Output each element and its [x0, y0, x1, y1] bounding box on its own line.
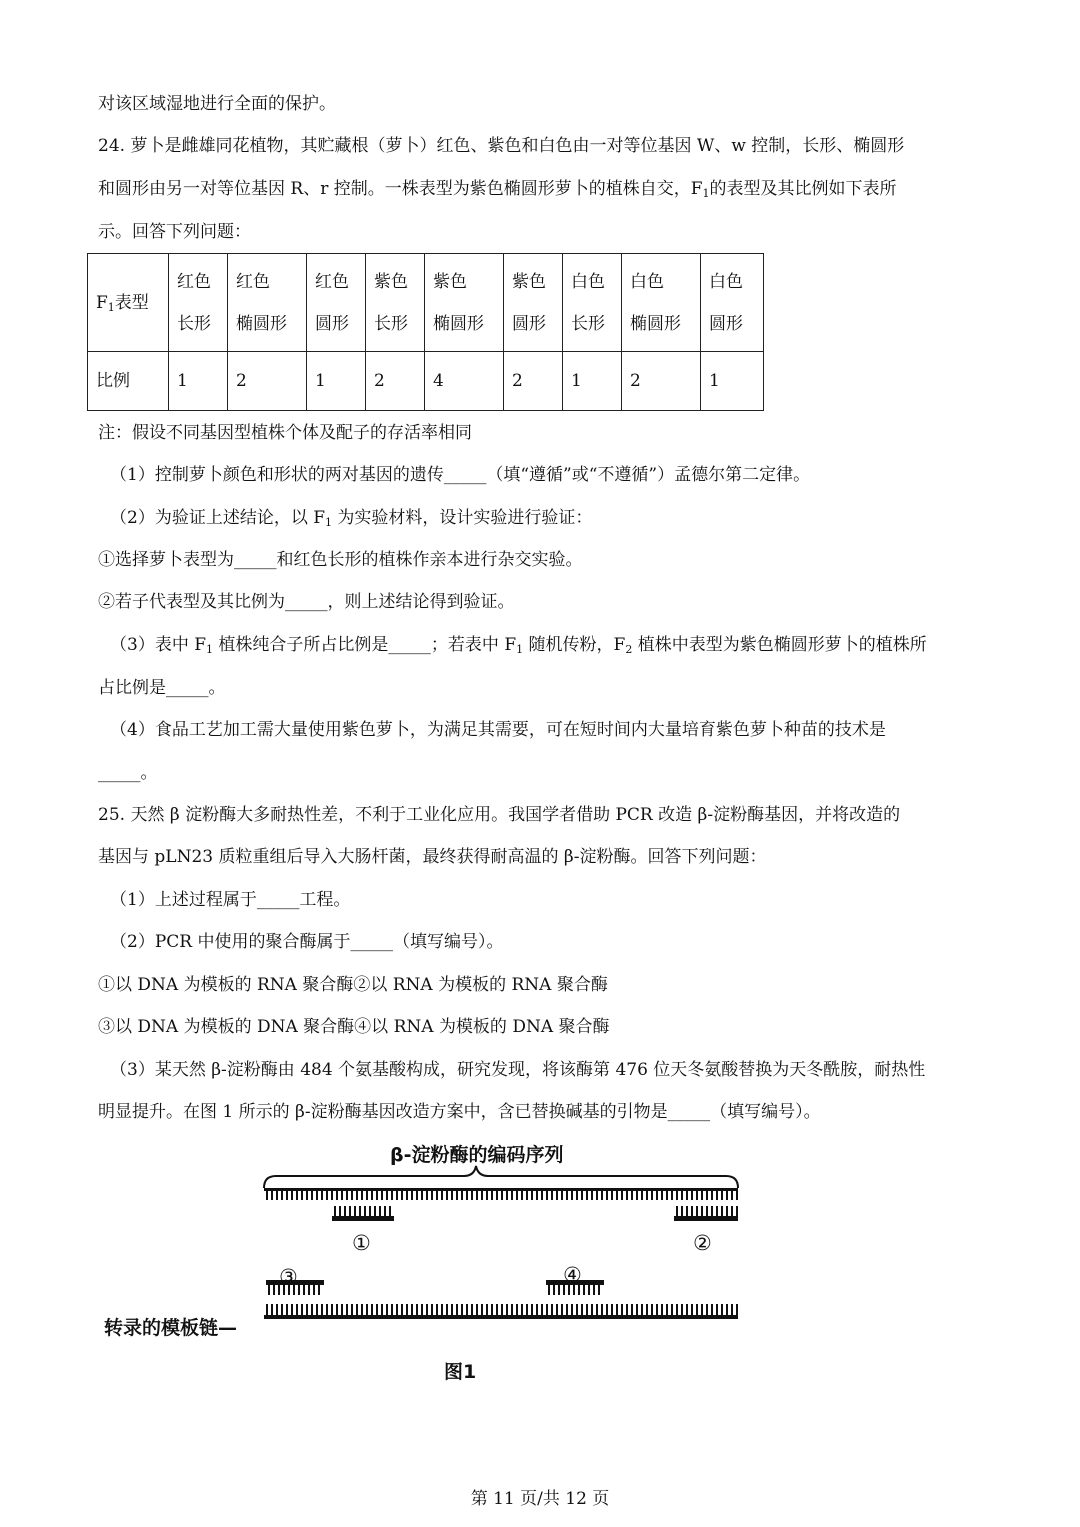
table-header-cell: [169, 254, 228, 352]
table-header-cell: [228, 254, 307, 352]
phenotype-shape: 长形: [177, 313, 211, 334]
phenotype-shape: 长形: [571, 313, 605, 334]
q24-part-3-cont: 占比例是_____。: [98, 678, 226, 698]
q24-stem-line-3: 示。回答下列问题：: [98, 222, 251, 242]
phenotype-color: 红色: [315, 271, 349, 292]
phenotype-color: 白色: [571, 271, 605, 292]
q25-options-1-2: ①以 DNA 为模板的 RNA 聚合酶②以 RNA 为模板的 RNA 聚合酶: [98, 975, 608, 995]
table-header-cell: [504, 254, 563, 352]
phenotype-shape: 圆形: [315, 313, 349, 334]
coding-strand: [264, 1188, 738, 1200]
figure-title: β-淀粉酶的编码序列: [390, 1144, 564, 1166]
q24-part-4-cont: _____。: [98, 763, 158, 783]
phenotype-shape: 圆形: [512, 313, 546, 334]
phenotype-shape: 长形: [374, 313, 408, 334]
table-header-cell: [622, 254, 701, 352]
phenotype-shape: 圆形: [709, 313, 743, 334]
ratio-value: 1: [563, 352, 622, 411]
q24-part-2-i: ①选择萝卜表型为_____和红色长形的植株作亲本进行杂交实验。: [98, 550, 583, 570]
figure-caption: 图1: [444, 1361, 477, 1383]
primer-2-shape: [674, 1206, 738, 1221]
phenotype-color: 红色: [236, 271, 270, 292]
primer-label-3: ③: [279, 1265, 298, 1289]
table-ratio-row: [88, 352, 764, 411]
ratio-value: 1: [169, 352, 228, 411]
ratio-value: 4: [425, 352, 504, 411]
coding-sequence-brace: [264, 1166, 738, 1188]
ratio-value: 2: [622, 352, 701, 411]
primer-1-shape: [332, 1206, 394, 1221]
ratio-value: 2: [504, 352, 563, 411]
ratio-value: 1: [307, 352, 366, 411]
page-footer: 第 11 页/共 12 页: [470, 1489, 610, 1509]
template-strand: [264, 1304, 738, 1319]
phenotype-color: 紫色: [374, 271, 408, 292]
ratio-value: 2: [366, 352, 425, 411]
phenotype-shape: 椭圆形: [433, 313, 484, 334]
primer-label-4: ④: [563, 1263, 582, 1287]
intro-tail: 对该区域湿地进行全面的保护。: [98, 94, 336, 114]
q24-part-2-ii: ②若子代表型及其比例为_____，则上述结论得到验证。: [98, 592, 515, 612]
primer-label-1: ①: [352, 1231, 371, 1255]
table-header-cell: [425, 254, 504, 352]
q25-part-3-cont: 明显提升。在图 1 所示的 β-淀粉酶基因改造方案中，含已替换碱基的引物是_____（填写编号）。: [98, 1102, 821, 1122]
f1-phenotype-table: [87, 253, 764, 411]
ratio-value: 1: [701, 352, 764, 411]
phenotype-color: 紫色: [512, 271, 546, 292]
q25-stem-line-2: 基因与 pLN23 质粒重组后导入大肠杆菌，最终获得耐高温的 β-淀粉酶。回答下列问题：: [98, 847, 767, 867]
table-header-cell: [563, 254, 622, 352]
q25-part-3: （3）某天然 β-淀粉酶由 484 个氨基酸构成，研究发现，将该酶第 476 位天冬氨酸替换为天冬酰胺，耐热性: [110, 1060, 926, 1080]
q25-stem-line-1: 25. 天然 β 淀粉酶大多耐热性差，不利于工业化应用。我国学者借助 PCR 改造 β-淀粉酶基因，并将改造的: [98, 805, 901, 825]
table-header-cell: [701, 254, 764, 352]
phenotype-color: 紫色: [433, 271, 467, 292]
table-header-cell: [366, 254, 425, 352]
ratio-value: 2: [228, 352, 307, 411]
phenotype-shape: 椭圆形: [630, 313, 681, 334]
q25-part-2: （2）PCR 中使用的聚合酶属于_____（填写编号）。: [110, 932, 504, 952]
phenotype-color: 红色: [177, 271, 211, 292]
phenotype-color: 白色: [709, 271, 743, 292]
template-strand-label: 转录的模板链—: [104, 1317, 238, 1339]
pcr-primer-diagram: [96, 1130, 756, 1390]
q24-part-1: （1）控制萝卜颜色和形状的两对基因的遗传_____（填“遵循”或“不遵循”）孟德尔第二定律。: [110, 465, 811, 485]
q24-stem-line-1: 24. 萝卜是雌雄同花植物，其贮藏根（萝卜）红色、紫色和白色由一对等位基因 W、w 控制，长形、椭圆形: [98, 136, 905, 156]
table-ratio-label: 比例: [88, 352, 169, 411]
phenotype-color: 白色: [630, 271, 664, 292]
q24-stem-line-2: 和圆形由另一对等位基因 R、r 控制。一株表型为紫色椭圆形萝卜的植株自交，$F_1$的表型及其比例如下表所: [98, 179, 897, 200]
q24-note: 注：假设不同基因型植株个体及配子的存活率相同: [98, 423, 472, 443]
q24-part-2: （2）为验证上述结论，以 $F_1$ 为实验材料，设计实验进行验证：: [110, 508, 593, 529]
phenotype-shape: 椭圆形: [236, 313, 287, 334]
q24-part-4: （4）食品工艺加工需大量使用紫色萝卜，为满足其需要，可在短时间内大量培育紫色萝卜种苗的技术是: [110, 720, 886, 740]
q25-options-3-4: ③以 DNA 为模板的 DNA 聚合酶④以 RNA 为模板的 DNA 聚合酶: [98, 1017, 610, 1037]
table-header-row: [88, 254, 764, 352]
primer-label-2: ②: [693, 1231, 712, 1255]
q25-part-1: （1）上述过程属于_____工程。: [110, 890, 351, 910]
table-header-label: $F_1$表型: [88, 254, 169, 352]
q24-part-3: （3）表中 $F_1$ 植株纯合子所占比例是_____；若表中 $F_1$ 随机传粉，$F_2$ 植株中表型为紫色椭圆形萝卜的植株所: [110, 635, 927, 656]
table-header-cell: [307, 254, 366, 352]
